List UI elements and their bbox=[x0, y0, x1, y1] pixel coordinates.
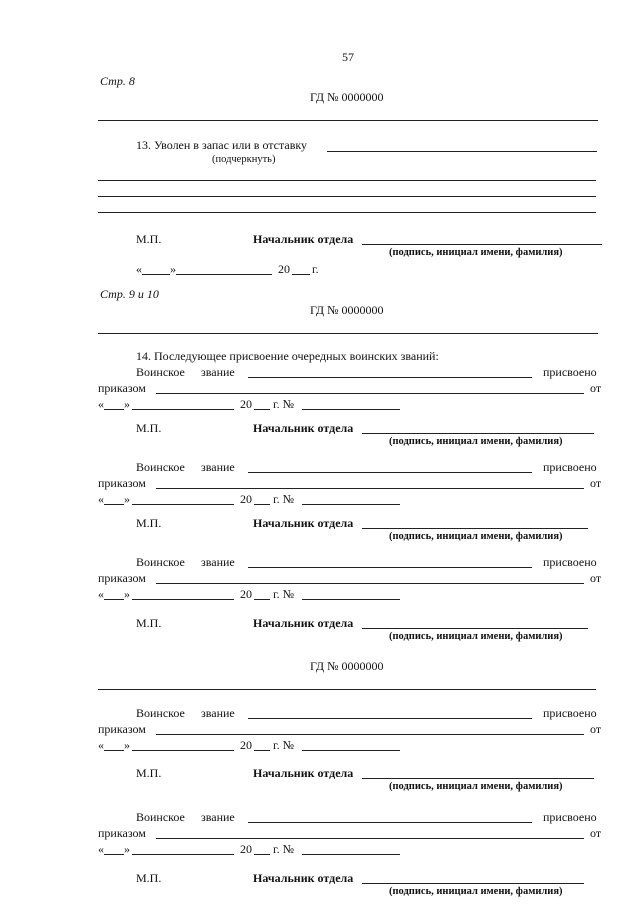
month-field[interactable] bbox=[132, 750, 234, 751]
doc-number-page9: ГД № 0000000 bbox=[310, 303, 384, 317]
from-label: от bbox=[590, 381, 602, 395]
order-label: приказом bbox=[98, 826, 146, 840]
year-prefix: 20 bbox=[240, 738, 252, 752]
rank-label: Воинское bbox=[136, 810, 185, 824]
year-prefix: 20 bbox=[240, 842, 252, 856]
rank-field[interactable] bbox=[248, 718, 532, 719]
rank-field[interactable] bbox=[248, 377, 532, 378]
chief-label: Начальник отдела bbox=[253, 516, 354, 530]
day-field[interactable] bbox=[104, 504, 124, 505]
order-label: приказом bbox=[98, 476, 146, 490]
rank-label: Воинское bbox=[136, 460, 185, 474]
rank-label: Воинское bbox=[136, 365, 185, 379]
order-field[interactable] bbox=[156, 488, 584, 489]
page-8-label: Стр. 8 bbox=[100, 74, 135, 88]
chief-label: Начальник отдела bbox=[253, 421, 354, 435]
order-field[interactable] bbox=[156, 393, 584, 394]
chief-label: Начальник отдела bbox=[253, 616, 354, 630]
signature-field[interactable] bbox=[362, 628, 588, 629]
year-field[interactable] bbox=[254, 750, 270, 751]
date-close-quote: » bbox=[124, 842, 130, 856]
signature-hint: (подпись, инициал имени, фамилия) bbox=[389, 436, 563, 447]
order-number-field[interactable] bbox=[302, 409, 400, 410]
month-field[interactable] bbox=[132, 504, 234, 505]
year-prefix: 20 bbox=[278, 262, 290, 276]
order-label: приказом bbox=[98, 381, 146, 395]
number-label: г. № bbox=[273, 738, 295, 752]
from-label: от bbox=[590, 571, 602, 585]
signature-hint: (подпись, инициал имени, фамилия) bbox=[389, 631, 563, 642]
header-rule-cont bbox=[98, 689, 596, 690]
mp-label: М.П. bbox=[136, 516, 162, 530]
rank-label: Воинское bbox=[136, 706, 185, 720]
item-13-field[interactable] bbox=[327, 151, 597, 152]
date-close-quote: » bbox=[124, 587, 130, 601]
mp-label: М.П. bbox=[136, 616, 162, 630]
blank-line-1[interactable] bbox=[98, 180, 596, 181]
assigned-label: присвоено bbox=[543, 706, 597, 720]
rank-label-2: звание bbox=[201, 460, 235, 474]
day-field[interactable] bbox=[104, 599, 124, 600]
year-prefix: 20 bbox=[240, 587, 252, 601]
header-rule-page9 bbox=[98, 333, 598, 334]
signature-field[interactable] bbox=[362, 883, 584, 884]
chief-label: Начальник отдела bbox=[253, 871, 354, 885]
date-open-quote: « bbox=[98, 397, 104, 411]
from-label: от bbox=[590, 476, 602, 490]
order-field[interactable] bbox=[156, 734, 584, 735]
year-field[interactable] bbox=[254, 854, 270, 855]
date-close-quote: » bbox=[170, 262, 176, 276]
order-number-field[interactable] bbox=[302, 750, 400, 751]
signature-hint: (подпись, инициал имени, фамилия) bbox=[389, 247, 563, 258]
order-label: приказом bbox=[98, 722, 146, 736]
order-number-field[interactable] bbox=[302, 599, 400, 600]
month-field[interactable] bbox=[176, 274, 272, 275]
date-open-quote: « bbox=[136, 262, 142, 276]
order-label: приказом bbox=[98, 571, 146, 585]
year-field[interactable] bbox=[292, 274, 310, 275]
assigned-label: присвоено bbox=[543, 555, 597, 569]
number-label: г. № bbox=[273, 587, 295, 601]
month-field[interactable] bbox=[132, 409, 234, 410]
number-label: г. № bbox=[273, 492, 295, 506]
order-field[interactable] bbox=[156, 583, 584, 584]
signature-hint: (подпись, инициал имени, фамилия) bbox=[389, 781, 563, 792]
order-field[interactable] bbox=[156, 838, 584, 839]
page-number: 57 bbox=[342, 50, 354, 64]
date-close-quote: » bbox=[124, 397, 130, 411]
signature-field[interactable] bbox=[362, 433, 594, 434]
page-9-10-label: Стр. 9 и 10 bbox=[100, 287, 159, 301]
month-field[interactable] bbox=[132, 599, 234, 600]
doc-number-page8: ГД № 0000000 bbox=[310, 90, 384, 104]
year-prefix: 20 bbox=[240, 397, 252, 411]
year-prefix: 20 bbox=[240, 492, 252, 506]
order-number-field[interactable] bbox=[302, 854, 400, 855]
month-field[interactable] bbox=[132, 854, 234, 855]
date-close-quote: » bbox=[124, 492, 130, 506]
chief-label: Начальник отдела bbox=[253, 232, 354, 246]
signature-hint: (подпись, инициал имени, фамилия) bbox=[389, 531, 563, 542]
year-field[interactable] bbox=[254, 409, 270, 410]
blank-line-3[interactable] bbox=[98, 212, 596, 213]
mp-label: М.П. bbox=[136, 766, 162, 780]
day-field[interactable] bbox=[104, 750, 124, 751]
date-close-quote: » bbox=[124, 738, 130, 752]
blank-line-2[interactable] bbox=[98, 196, 596, 197]
date-open-quote: « bbox=[98, 842, 104, 856]
chief-label: Начальник отдела bbox=[253, 766, 354, 780]
signature-field[interactable] bbox=[362, 244, 602, 245]
year-field[interactable] bbox=[254, 504, 270, 505]
date-open-quote: « bbox=[98, 587, 104, 601]
rank-label-2: звание bbox=[201, 706, 235, 720]
signature-field[interactable] bbox=[362, 778, 594, 779]
rank-label-2: звание bbox=[201, 810, 235, 824]
item-14-label: 14. Последующее присвоение очередных воинских званий: bbox=[136, 349, 439, 363]
rank-field[interactable] bbox=[248, 822, 532, 823]
rank-label-2: звание bbox=[201, 365, 235, 379]
signature-field[interactable] bbox=[362, 528, 588, 529]
rank-label: Воинское bbox=[136, 555, 185, 569]
day-field[interactable] bbox=[142, 274, 170, 275]
year-suffix: г. bbox=[312, 262, 319, 276]
from-label: от bbox=[590, 826, 602, 840]
underline-hint: (подчеркнуть) bbox=[212, 154, 276, 165]
rank-field[interactable] bbox=[248, 567, 532, 568]
date-open-quote: « bbox=[98, 738, 104, 752]
item-13-label: 13. Уволен в запас или в отставку bbox=[136, 138, 308, 152]
day-field[interactable] bbox=[104, 409, 124, 410]
order-number-field[interactable] bbox=[302, 504, 400, 505]
assigned-label: присвоено bbox=[543, 365, 597, 379]
assigned-label: присвоено bbox=[543, 460, 597, 474]
date-open-quote: « bbox=[98, 492, 104, 506]
assigned-label: присвоено bbox=[543, 810, 597, 824]
mp-label: М.П. bbox=[136, 421, 162, 435]
from-label: от bbox=[590, 722, 602, 736]
number-label: г. № bbox=[273, 842, 295, 856]
rank-field[interactable] bbox=[248, 472, 532, 473]
day-field[interactable] bbox=[104, 854, 124, 855]
doc-number-cont: ГД № 0000000 bbox=[310, 659, 384, 673]
year-field[interactable] bbox=[254, 599, 270, 600]
number-label: г. № bbox=[273, 397, 295, 411]
signature-hint: (подпись, инициал имени, фамилия) bbox=[389, 886, 563, 897]
header-rule-page8 bbox=[98, 120, 598, 121]
rank-label-2: звание bbox=[201, 555, 235, 569]
mp-label: М.П. bbox=[136, 232, 162, 246]
mp-label: М.П. bbox=[136, 871, 162, 885]
